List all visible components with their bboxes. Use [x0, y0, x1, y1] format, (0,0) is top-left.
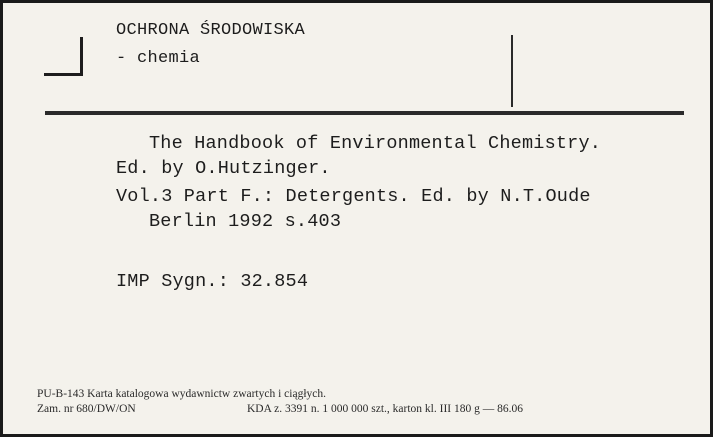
horizontal-rule [45, 111, 684, 115]
entry-title: The Handbook of Environmental Chemistry. [149, 133, 602, 154]
vertical-rule [511, 35, 513, 107]
catalog-card [3, 3, 710, 434]
form-caption: PU-B-143 Karta katalogowa wydawnictw zwartych i ciągłych. [37, 388, 327, 400]
print-run-info: KDA z. 3391 n. 1 000 000 szt., karton kl. III 180 g — 86.06 [247, 403, 523, 415]
entry-imprint: Berlin 1992 s.403 [149, 211, 342, 232]
corner-mark-vertical [80, 37, 83, 76]
call-number: IMP Sygn.: 32.854 [116, 271, 309, 292]
order-number: Zam. nr 680/DW/ON [37, 403, 136, 415]
entry-volume: Vol.3 Part F.: Detergents. Ed. by N.T.Oude [116, 186, 591, 207]
subject-subdivision: - chemia [116, 49, 201, 68]
entry-editor: Ed. by O.Hutzinger. [116, 158, 331, 179]
subject-heading: OCHRONA ŚRODOWISKA [116, 21, 306, 40]
corner-mark-horizontal [44, 73, 83, 76]
